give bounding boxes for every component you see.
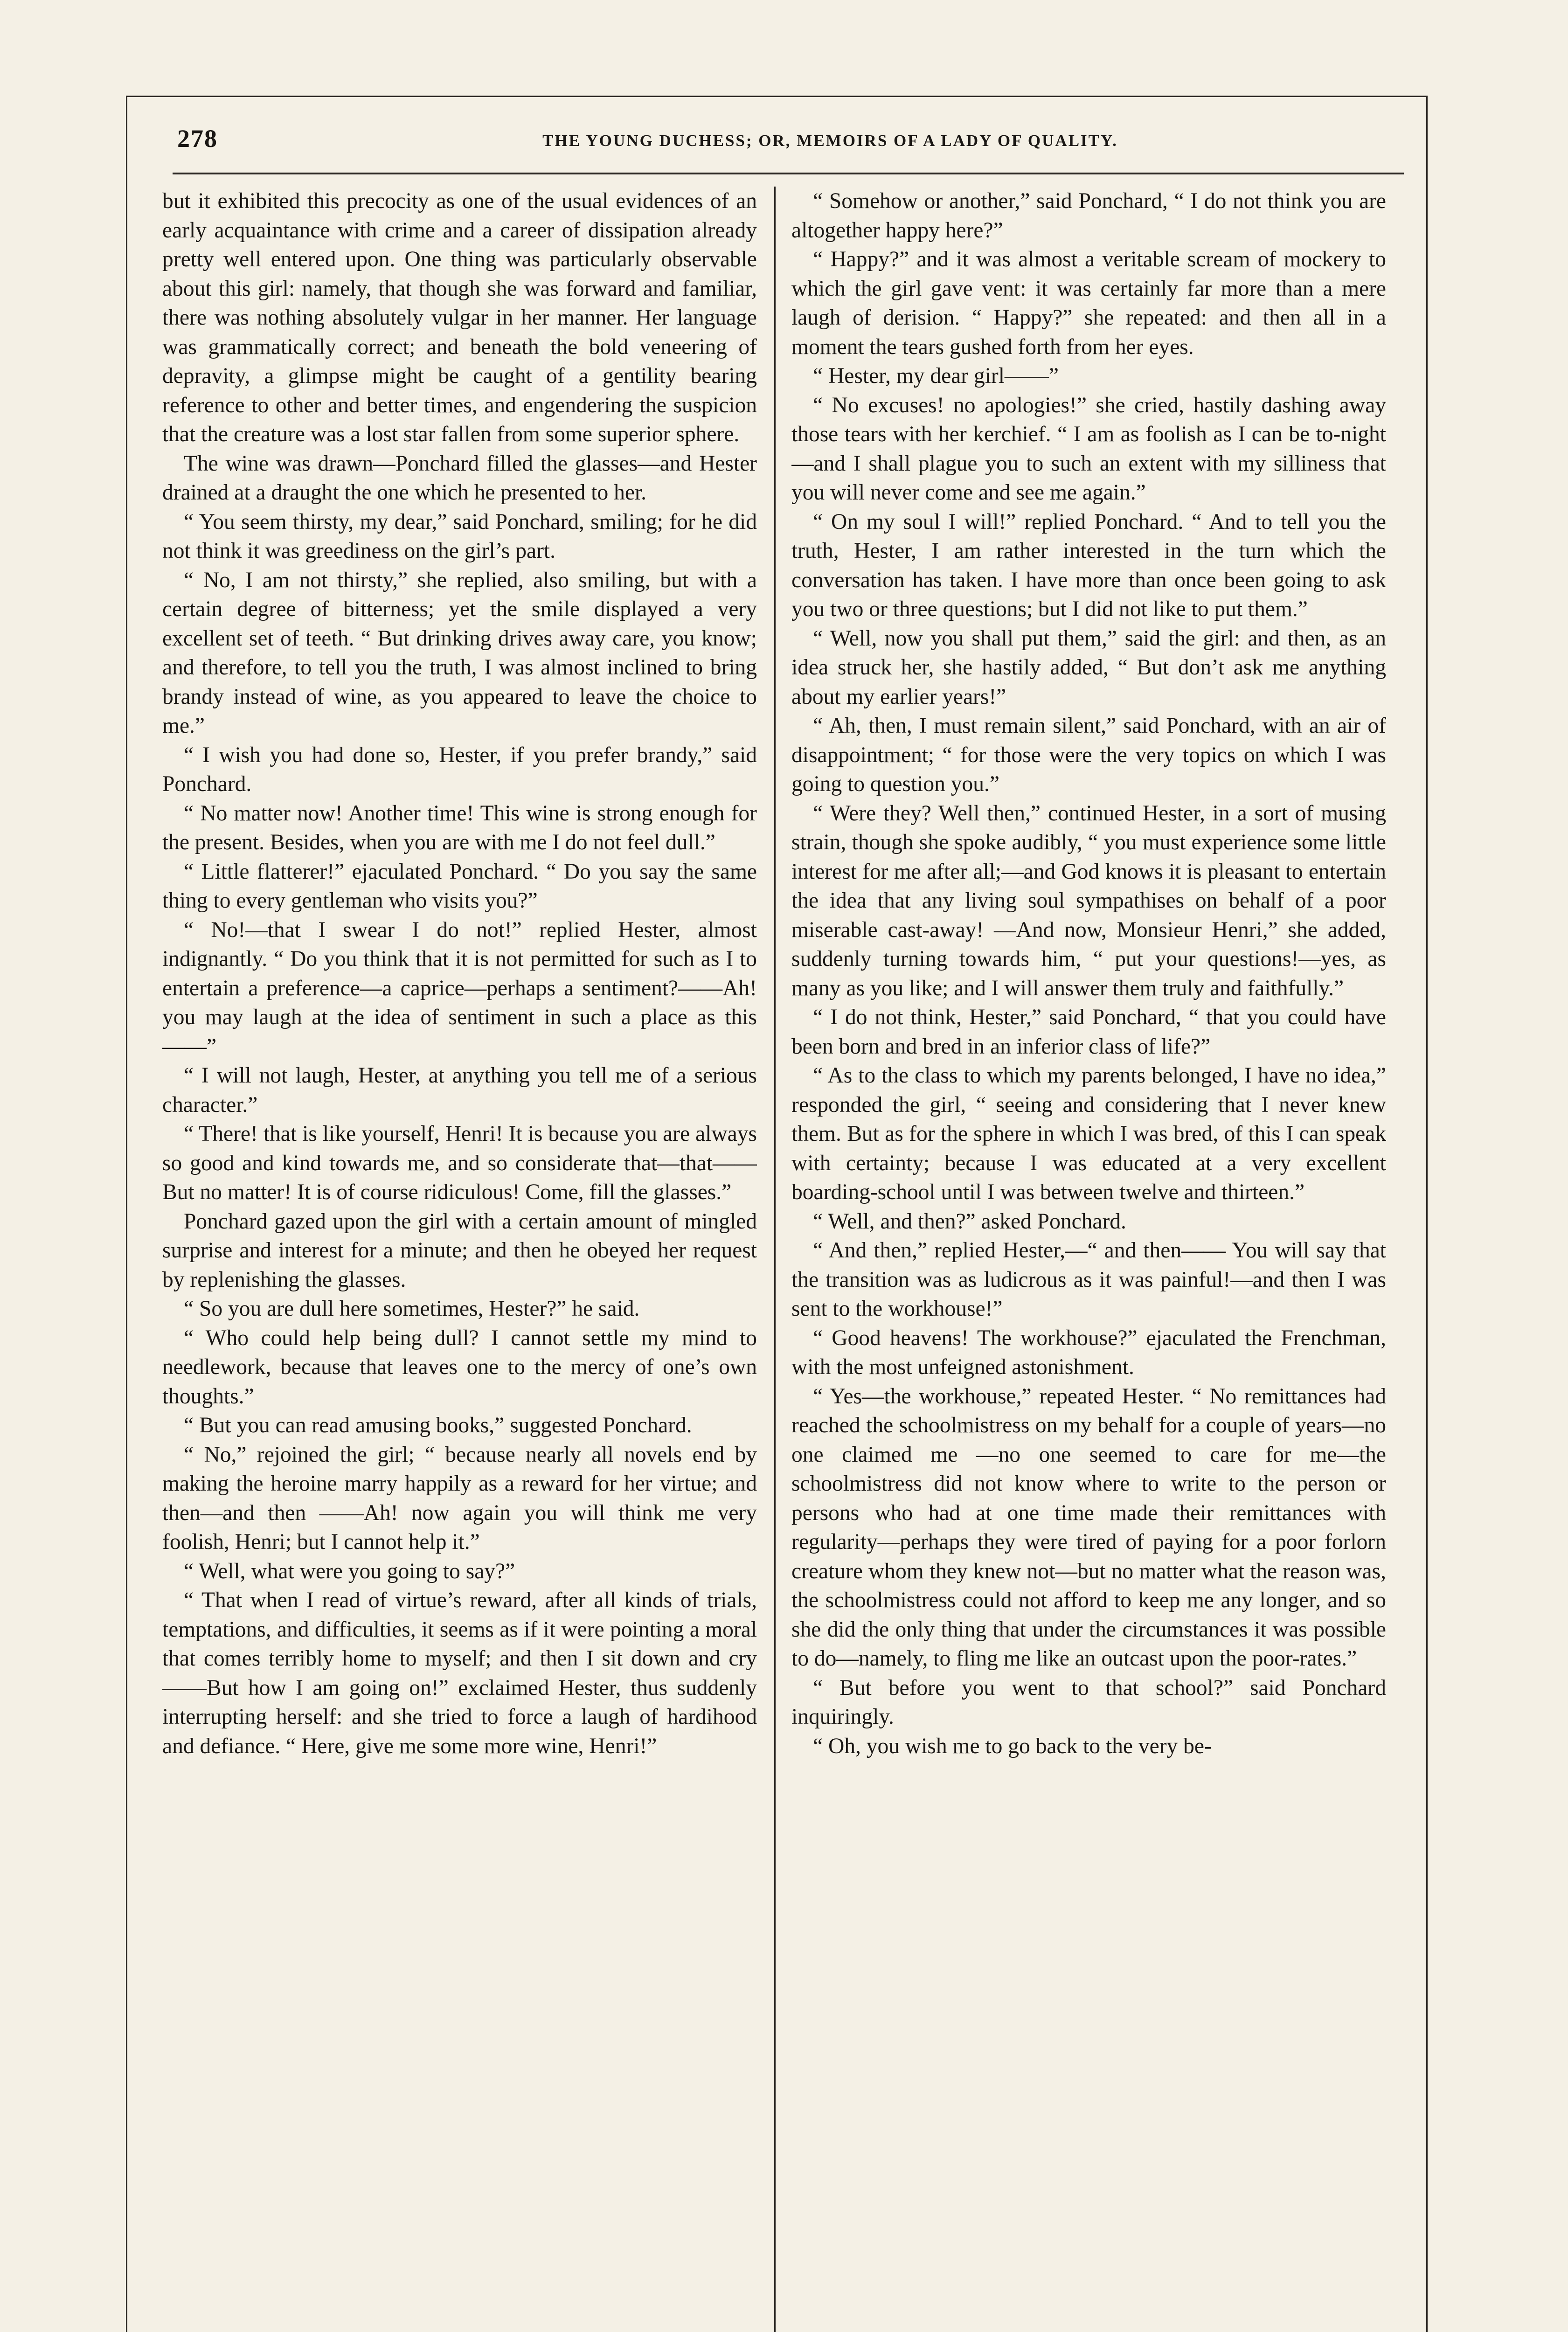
paragraph: “ Hester, my dear girl——”	[813, 364, 1059, 388]
paragraph: “ As to the class to which my parents belonged, I have no idea,” responded the girl, “ seeing and considering that I never knew them. But as for the sphere in which I was bred, of this I can speak with certainty; because I was educated at a very excellent boarding-school until I was between twelve and thirteen.”	[791, 1063, 1386, 1204]
paragraph: “ Were they? Well then,” continued Hester, in a sort of musing strain, though she spoke audibly, “ you must experience some little interest for me after all;—and God knows it is pleasant to entertain the idea that any living soul sympathises on behalf of a poor miserable cast-away! —And now, Monsieur Henri,” she added, suddenly turning towards him, “ put your questions!—yes, as many as you like; and I will answer them truly and faithfully.”	[791, 801, 1386, 1000]
paragraph: “ You seem thirsty, my dear,” said Ponchard, smiling; for he did not think it was greediness on the girl’s part.	[162, 509, 757, 563]
paragraph: “ Well, and then?” asked Ponchard.	[813, 1209, 1126, 1234]
paragraph: “ Who could help being dull? I cannot settle my mind to needlework, because that leaves one to the mercy of one’s own thoughts.”	[162, 1326, 757, 1409]
page-header	[173, 121, 1404, 173]
paragraph: “ Somehow or another,” said Ponchard, “ I do not think you are altogether happy here?”	[791, 189, 1386, 243]
right-column	[791, 187, 1386, 2332]
paragraph: “ Oh, you wish me to go back to the very be-	[813, 1734, 1212, 1758]
frame-rule-right	[1426, 96, 1428, 2332]
paragraph: “ I wish you had done so, Hester, if you prefer brandy,” said Ponchard.	[162, 743, 757, 796]
paragraph: “ On my soul I will!” replied Ponchard. “ And to tell you the truth, Hester, I am rather interested in the turn which the conversation has taken. I have more than once been going to ask you two or three questions; but I did not like to put them.”	[791, 509, 1386, 621]
paragraph: “ There! that is like yourself, Henri! It is because you are always so good and kind towards me, and so considerate that—that——But no matter! It is of course ridiculous! Come, fill the glasses.”	[162, 1122, 757, 1204]
paragraph: “ Yes—the workhouse,” repeated Hester. “ No remittances had reached the schoolmistress on my behalf for a couple of years—no one claimed me —no one seemed to care for me—the schoolmistress did not know where to write to the person or persons who had at one time made their remittances with regularity—perhaps they were tired of paying for a poor forlorn creature whom they knew not—but no matter what the reason was, the schoolmistress could not afford to keep me any longer, and so she did the only thing that under the circumstances it was possible to do—namely, to fling me like an outcast upon the poor-rates.”	[791, 1384, 1386, 1671]
paragraph: Ponchard gazed upon the girl with a certain amount of mingled surprise and interest for a minute; and then he obeyed her request by replenishing the glasses.	[162, 1209, 757, 1292]
paragraph: “ Little flatterer!” ejaculated Ponchard. “ Do you say the same thing to every gentleman who visits you?”	[162, 859, 757, 913]
column-divider	[774, 187, 776, 2332]
header-rule	[173, 173, 1404, 174]
paragraph: “ And then,” replied Hester,—“ and then—— You will say that the transition was as ludicrous as it was painful!—and then I was sent to the workhouse!”	[791, 1238, 1386, 1321]
paragraph: “ But you can read amusing books,” suggested Ponchard.	[184, 1413, 692, 1437]
paragraph: “ No excuses! no apologies!” she cried, hastily dashing away those tears with her kerchief. “ I am as foolish as I can be to-night—and I shall plague you to such an extent with my silliness that you will never come and see me again.”	[791, 393, 1386, 505]
paragraph: “ But before you went to that school?” said Ponchard inquiringly.	[791, 1675, 1386, 1729]
paragraph: “ No matter now! Another time! This wine is strong enough for the present. Besides, when you are with me I do not feel dull.”	[162, 801, 757, 854]
frame-rule-top	[126, 96, 1427, 97]
paragraph: “ Well, now you shall put them,” said the girl: and then, as an idea struck her, she hastily added, “ But don’t ask me anything about my earlier years!”	[791, 626, 1386, 709]
paragraph: “ Well, what were you going to say?”	[184, 1559, 515, 1583]
paragraph: “ Ah, then, I must remain silent,” said Ponchard, with an air of disappointment; “ for those were the very topics on which I was going to question you.”	[791, 714, 1386, 796]
frame-rule-left	[126, 96, 127, 2332]
paragraph: “ I will not laugh, Hester, at anything you tell me of a serious character.”	[162, 1063, 757, 1117]
paragraph: “ Good heavens! The workhouse?” ejaculated the Frenchman, with the most unfeigned astonishment.	[791, 1326, 1386, 1379]
paragraph: “ No, I am not thirsty,” she replied, also smiling, but with a certain degree of bitterness; yet the smile displayed a very excellent set of teeth. “ But drinking drives away care, you know; and therefore, to tell you the truth, I was almost inclined to bring brandy instead of wine, as you appeared to leave the choice to me.”	[162, 568, 757, 738]
paragraph: “ No,” rejoined the girl; “ because nearly all novels end by making the heroine marry happily as a reward for her virtue; and then—and then ——Ah! now again you will think me very foolish, Henri; but I cannot help it.”	[162, 1442, 757, 1554]
paragraph: “ So you are dull here sometimes, Hester?” he said.	[184, 1297, 640, 1321]
paragraph: “ No!—that I swear I do not!” replied Hester, almost indignantly. “ Do you think that it is not permitted for such as I to entertain a preference—a caprice—perhaps a sentiment?——Ah! you may laugh at the idea of sentiment in such a place as this——”	[162, 917, 757, 1059]
paragraph: “ I do not think, Hester,” said Ponchard, “ that you could have been born and bred in an inferior class of life?”	[791, 1005, 1386, 1059]
running-title: THE YOUNG DUCHESS; OR, MEMOIRS OF A LADY OF QUALITY.	[542, 132, 1118, 150]
paragraph: The wine was drawn—Ponchard filled the glasses—and Hester drained at a draught the one which he presented to her.	[162, 451, 757, 505]
paragraph: “ Happy?” and it was almost a veritable scream of mockery to which the girl gave vent: it was certainly far more than a mere laugh of derision. “ Happy?” she repeated: and then all in a moment the tears gushed forth from her eyes.	[791, 247, 1386, 359]
paragraph: but it exhibited this precocity as one of the usual evidences of an early acquaintance with crime and a career of dissipation already pretty well entered upon. One thing was particularly observable about this girl: namely, that though she was forward and familiar, there was nothing absolutely vulgar in her manner. Her language was grammatically correct; and beneath the bold veneering of depravity, a glimpse might be caught of a gentility bearing reference to other and better times, and engendering the suspicion that the creature was a lost star fallen from some superior sphere.	[162, 189, 757, 446]
paragraph: “ That when I read of virtue’s reward, after all kinds of trials, temptations, and difficulties, it seems as if it were pointing a moral that comes terribly home to myself; and then I sit down and cry——But how I am going on!” exclaimed Hester, thus suddenly interrupting herself: and she tried to force a laugh of hardihood and defiance. “ Here, give me some more wine, Henri!”	[162, 1588, 757, 1758]
left-column	[162, 187, 757, 2332]
page-number: 278	[177, 125, 218, 153]
